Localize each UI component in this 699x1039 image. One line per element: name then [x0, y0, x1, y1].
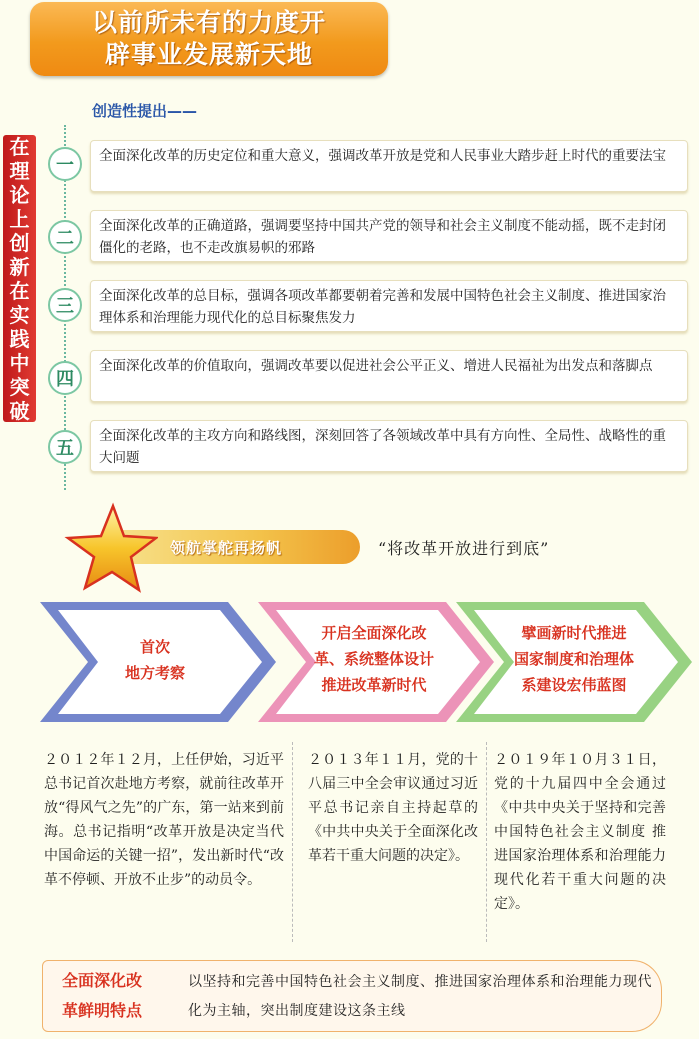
side-label-char: 创: [9, 230, 30, 255]
chevron-2-heading: [300, 620, 448, 698]
timeline-text-2: ２０１３年１１月，党的十八届三中全会审议通过习近平总书记亲自主持起草的《中共中央关于全面深化改革若干重大问题的决定》。: [308, 752, 478, 864]
side-label-char: 新: [9, 254, 30, 279]
chevron-heading-line: 推进改革新时代: [321, 676, 427, 694]
chevron-heading-line: 系建设宏伟蓝图: [521, 676, 627, 694]
badge-quote: “将改革开放进行到底”: [378, 539, 550, 558]
list-item-4: [90, 350, 688, 402]
side-label-char: 实: [9, 302, 30, 327]
chevron-heading-line: 首次: [139, 638, 170, 656]
chevron-heading-line: 国家制度和治理体: [513, 650, 634, 668]
side-label-char: 中: [9, 350, 30, 375]
subheading: 创造性提出——: [92, 102, 198, 120]
feature-label-line: 革鲜明特点: [62, 1001, 143, 1020]
list-item-text: 全面深化改革的正确道路，强调要坚持中国共产党的领导和社会主义制度不能动摇，既不走封闭僵化的老路，也不走改旗易帜的邪路: [99, 218, 666, 256]
list-item-text: 全面深化改革的主攻方向和路线图，深刻回答了各领域改革中具有方向性、全局性、战略性的重大问题: [99, 428, 666, 466]
chevron-1-heading: [90, 634, 220, 686]
chevron-heading-line: 擘画新时代推进: [521, 624, 627, 642]
list-item-text: 全面深化改革的历史定位和重大意义，强调改革开放是党和人民事业大踏步赶上时代的重要法宝: [99, 148, 666, 164]
item-number-4: 四: [48, 361, 82, 395]
side-label-char: 理: [9, 158, 30, 183]
title-line-2: 辟事业发展新天地: [104, 40, 313, 69]
side-label-char: 在: [9, 278, 30, 303]
list-item-text: 全面深化改革的总目标，强调各项改革都要朝着完善和发展中国特色社会主义制度、推进国家治理体系和治理能力现代化的总目标聚焦发力: [99, 288, 666, 326]
timeline-text-1: ２０１２年１２月，上任伊始，习近平总书记首次赴地方考察，就前往改革开放“得风气之先”的广东，第一站来到前海。总书记指明“改革开放是决定当代中国命运的关键一招”，发出新时代“改革不停顿、开放不止步”的动员令。: [44, 752, 284, 888]
item-number-1: 一: [48, 147, 82, 181]
list-item-text: 全面深化改革的价值取向，强调改革要以促进社会公平正义、增进人民福祉为出发点和落脚点: [99, 358, 653, 374]
column-divider: [292, 742, 293, 942]
title-banner: [30, 2, 388, 76]
feature-text: 以坚持和完善中国特色社会主义制度、推进国家治理体系和治理能力现代化为主轴，突出制度建设这条主线: [188, 974, 652, 1019]
side-label-char: 论: [9, 182, 30, 207]
timeline-text-3: ２０１９年１０月３１日，党的十九届四中全会通过《中共中央关于坚持和完善中国特色社会主义制度 推进国家治理体系和治理能力现代化若干重大问题的决定》。: [494, 752, 666, 912]
side-label-char: 在: [9, 134, 30, 159]
side-label-char: 践: [9, 326, 30, 351]
list-item-3: [90, 280, 688, 332]
item-number-5: 五: [48, 430, 82, 464]
side-label: [3, 135, 36, 422]
chevron-heading-line: 地方考察: [124, 664, 185, 682]
list-item-5: [90, 420, 688, 472]
chevron-3-heading: [500, 620, 648, 698]
badge-label: 领航掌舵再扬帆: [170, 538, 283, 557]
side-label-char: 突: [9, 374, 30, 399]
chevron-heading-line: 革、系统整体设计: [313, 650, 434, 668]
feature-label-line: 全面深化改: [62, 971, 143, 990]
item-number-2: 二: [48, 220, 82, 254]
title-line-1: 以前所未有的力度开: [91, 8, 326, 37]
list-item-2: [90, 210, 688, 262]
feature-label: [62, 966, 178, 1026]
item-number-3: 三: [48, 288, 82, 322]
star-icon: [58, 500, 158, 600]
column-divider: [486, 742, 487, 942]
side-label-char: 破: [9, 398, 30, 423]
list-item-1: [90, 140, 688, 192]
chevron-heading-line: 开启全面深化改: [321, 624, 427, 642]
side-label-char: 上: [9, 206, 30, 231]
